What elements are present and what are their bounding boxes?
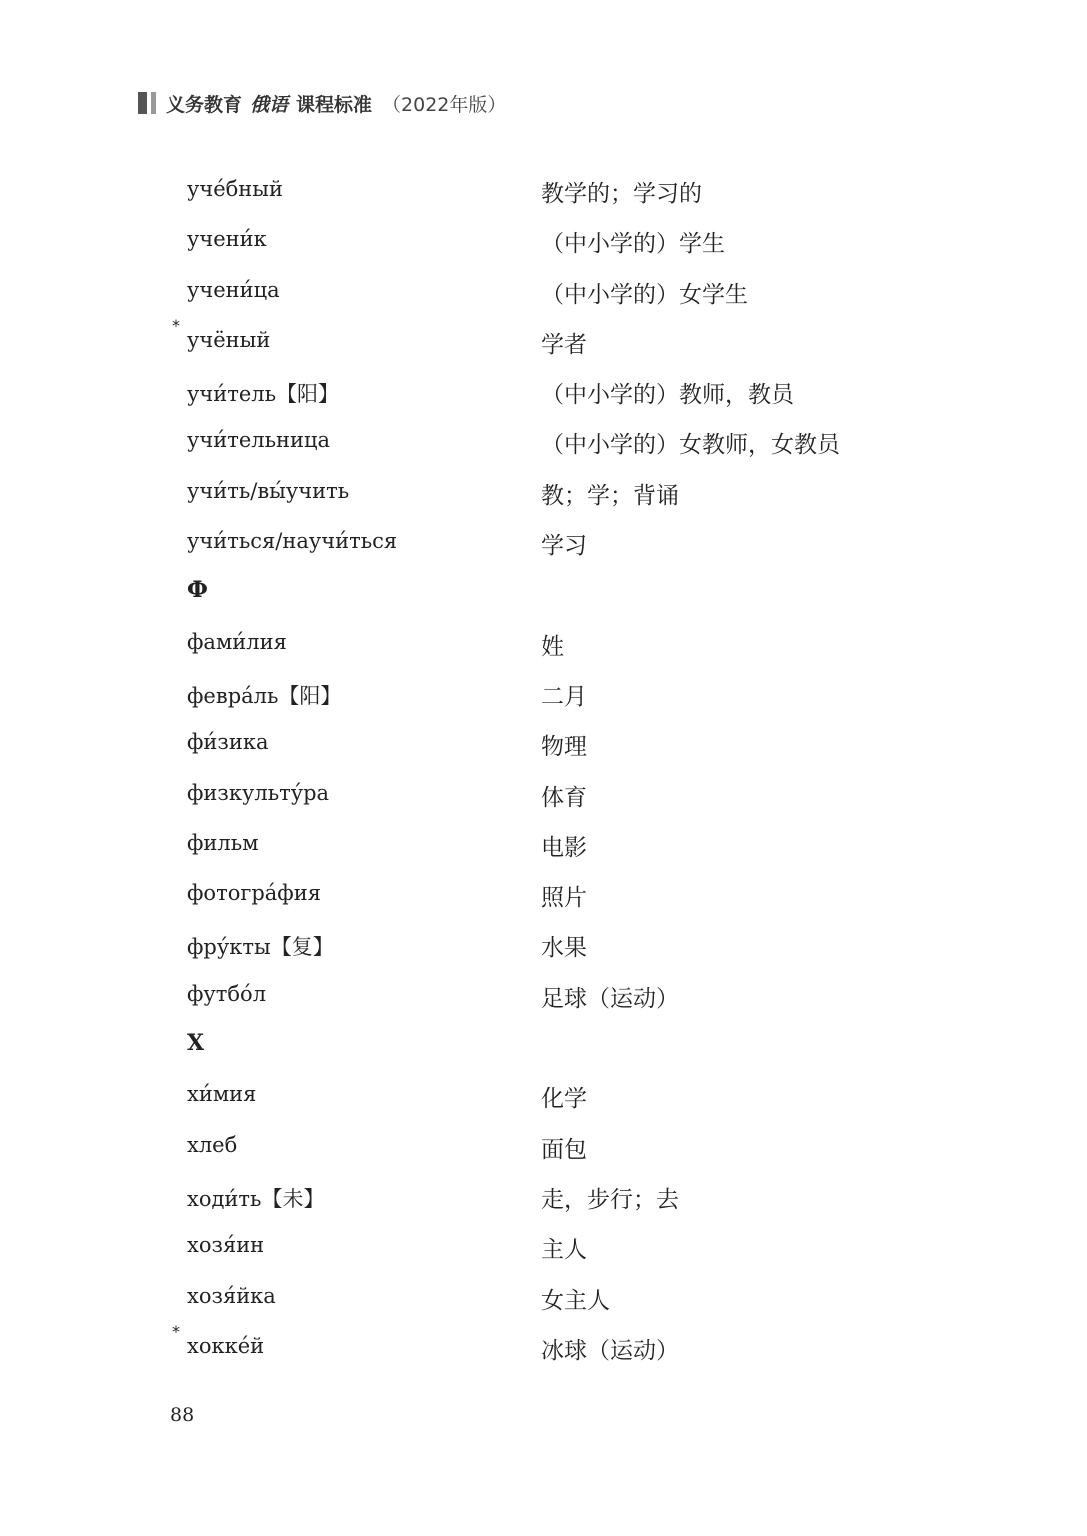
vocab-entry [0, 366, 1087, 416]
russian-word: физкульту́ра [187, 780, 330, 805]
russian-word: фами́лия [187, 629, 287, 654]
chinese-meaning: 姓 [541, 633, 564, 660]
chinese-meaning: （中小学的）女学生 [541, 281, 748, 308]
header-bar-dark [138, 92, 147, 114]
russian-word: ходи́ть【未】 [187, 1186, 325, 1211]
chinese-meaning: 冰球（运动） [541, 1337, 679, 1364]
vocab-entry [0, 718, 1087, 768]
header-title [166, 90, 506, 117]
optional-star-marker: * [172, 1321, 180, 1341]
header-title-subject: 俄语 [250, 93, 289, 116]
header-bars-decoration [138, 92, 156, 114]
russian-word: хлеб [187, 1132, 238, 1157]
chinese-meaning: 物理 [541, 734, 587, 761]
vocab-entry [0, 517, 1087, 567]
header-edition: （2022年版） [382, 93, 507, 116]
letter-section-heading [0, 1020, 1087, 1070]
vocab-entry [0, 467, 1087, 517]
russian-word: уче́бный [187, 177, 284, 201]
russian-word: учи́тель【阳】 [187, 382, 340, 407]
russian-word: учи́ться/научи́ться [187, 529, 398, 554]
vocab-entry [0, 1272, 1087, 1322]
chinese-meaning: 足球（运动） [541, 985, 679, 1012]
chinese-meaning: 二月 [541, 683, 587, 710]
vocabulary-list [0, 165, 1087, 1372]
russian-word: фотогра́фия [187, 881, 321, 906]
header-bar-light [151, 92, 156, 114]
vocab-entry [0, 416, 1087, 466]
chinese-meaning: 学者 [541, 331, 587, 358]
section-letter: Ф [187, 577, 208, 604]
russian-word: хи́мия [187, 1082, 257, 1107]
russian-word: футбо́л [187, 981, 267, 1006]
vocab-entry [0, 819, 1087, 869]
page-number: 88 [170, 1404, 195, 1426]
chinese-meaning: （中小学的）女教师，女教员 [541, 432, 840, 459]
optional-star-marker: * [172, 315, 180, 335]
vocab-entry [0, 215, 1087, 265]
russian-word: хозя́ин [187, 1233, 265, 1258]
russian-word: хокке́й [187, 1333, 265, 1358]
section-letter: Х [187, 1030, 205, 1057]
vocab-entry [0, 970, 1087, 1020]
vocab-entry [0, 266, 1087, 316]
russian-word: фильм [187, 830, 259, 855]
vocab-entry [0, 1171, 1087, 1221]
russian-word: учи́тельница [187, 428, 331, 453]
header-title-part3: 课程标准 [296, 93, 373, 116]
vocab-entry [0, 769, 1087, 819]
vocab-entry [0, 316, 1087, 366]
letter-section-heading [0, 567, 1087, 617]
header-title-part1: 义务教育 [166, 93, 243, 116]
vocab-entry [0, 1121, 1087, 1171]
russian-word: учи́ть/вы́учить [187, 478, 350, 503]
russian-word: учени́к [187, 227, 267, 252]
vocab-entry [0, 1070, 1087, 1120]
chinese-meaning: 面包 [541, 1136, 587, 1163]
russian-word: учёный [187, 327, 271, 352]
chinese-meaning: 教；学；背诵 [541, 482, 679, 509]
chinese-meaning: 走，步行；去 [541, 1186, 679, 1213]
russian-word: фи́зика [187, 730, 269, 755]
chinese-meaning: （中小学的）学生 [541, 231, 725, 258]
russian-word: фру́кты【复】 [187, 935, 334, 960]
russian-word: февра́ль【阳】 [187, 683, 342, 708]
chinese-meaning: 水果 [541, 935, 587, 962]
vocab-entry [0, 165, 1087, 215]
chinese-meaning: （中小学的）教师，教员 [541, 382, 794, 409]
vocab-entry [0, 919, 1087, 969]
vocab-entry [0, 1221, 1087, 1271]
russian-word: хозя́йка [187, 1283, 276, 1308]
vocab-entry [0, 618, 1087, 668]
running-header [138, 88, 506, 118]
chinese-meaning: 主人 [541, 1237, 587, 1264]
chinese-meaning: 教学的；学习的 [541, 181, 702, 207]
chinese-meaning: 化学 [541, 1086, 587, 1113]
chinese-meaning: 照片 [541, 885, 587, 912]
chinese-meaning: 电影 [541, 834, 587, 861]
chinese-meaning: 女主人 [541, 1287, 610, 1314]
vocab-entry [0, 668, 1087, 718]
vocab-entry [0, 869, 1087, 919]
russian-word: учени́ца [187, 277, 280, 302]
chinese-meaning: 体育 [541, 784, 587, 811]
vocab-entry [0, 1322, 1087, 1372]
chinese-meaning: 学习 [541, 533, 587, 560]
